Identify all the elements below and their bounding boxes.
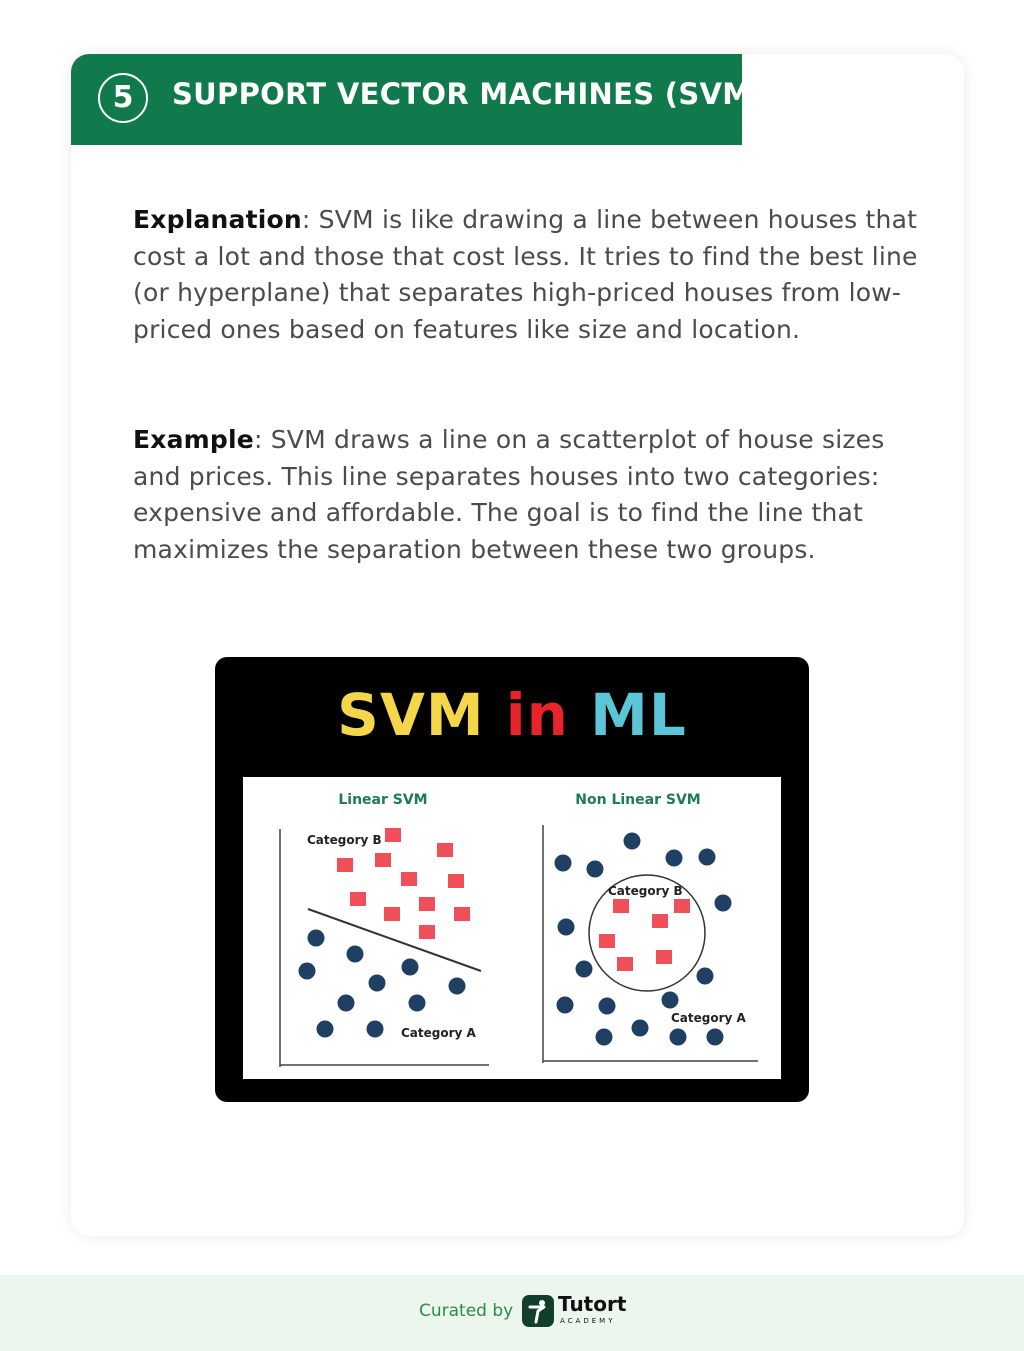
- explanation-text: : SVM is like drawing a line between houses that cost a lot and those that cost less. It tries to find the best line (or hyperplane) that separates high-priced houses from low-priced ones based on features like size and location.: [133, 205, 918, 344]
- example-text: : SVM draws a line on a scatterplot of house sizes and prices. This line separates houses into two categories: expensive and affordable. The goal is to find the line that maximizes the separation between these two groups.: [133, 425, 885, 564]
- nonlinear-circle-13: [596, 1029, 613, 1046]
- linear-circle-7: [338, 995, 355, 1012]
- explanation-label: Explanation: [133, 205, 302, 234]
- nonlinear-circle-7: [558, 919, 575, 936]
- linear-circle-1: [308, 930, 325, 947]
- nonlinear-circle-4: [666, 850, 683, 867]
- linear-square-6: [448, 874, 464, 888]
- linear-square-9: [384, 907, 400, 921]
- linear-square-8: [419, 897, 435, 911]
- nonlinear-circle-1: [624, 833, 641, 850]
- linear-svm-title: Linear SVM: [338, 792, 428, 808]
- section-header: [71, 54, 766, 145]
- nonlinear-circle-2: [555, 855, 572, 872]
- nonlinear-circle-14: [632, 1020, 649, 1037]
- linear-circle-10: [367, 1021, 384, 1038]
- nonlinear-category-b-label: Category B: [608, 884, 683, 898]
- nonlinear-circle-11: [599, 998, 616, 1015]
- tutort-logo-icon: [522, 1295, 554, 1327]
- linear-circle-2: [347, 946, 364, 963]
- linear-circle-6: [449, 978, 466, 995]
- figure-title-part-2: in: [505, 681, 569, 749]
- linear-square-4: [437, 843, 453, 857]
- svm-figure: [215, 657, 809, 1102]
- example-paragraph: [133, 422, 923, 568]
- explanation-paragraph: [133, 202, 923, 348]
- linear-square-2: [337, 858, 353, 872]
- linear-category-a-label: Category A: [401, 1026, 476, 1040]
- nonlinear-square-1: [613, 899, 629, 913]
- linear-circle-9: [317, 1021, 334, 1038]
- footer: [0, 1275, 1024, 1351]
- section-number: 5: [98, 73, 148, 123]
- example-label: Example: [133, 425, 254, 454]
- figure-title: [215, 681, 809, 749]
- linear-square-11: [419, 925, 435, 939]
- figure-title-part-3: ML: [590, 681, 687, 749]
- nonlinear-circle-10: [557, 997, 574, 1014]
- section-title: SUPPORT VECTOR MACHINES (SVM): [172, 77, 766, 111]
- nonlinear-circle-6: [715, 895, 732, 912]
- curated-by-text: Curated by: [419, 1301, 514, 1321]
- nonlinear-square-6: [656, 950, 672, 964]
- figure-title-part-1: SVM: [337, 681, 485, 749]
- brand-subtitle: ACADEMY: [560, 1317, 616, 1325]
- linear-circle-5: [369, 975, 386, 992]
- linear-square-7: [350, 892, 366, 906]
- nonlinear-svm-title: Non Linear SVM: [575, 792, 701, 808]
- linear-category-b-label: Category B: [307, 833, 382, 847]
- nonlinear-circle-3: [587, 861, 604, 878]
- nonlinear-square-5: [617, 957, 633, 971]
- nonlinear-circle-12: [662, 992, 679, 1009]
- nonlinear-circle-15: [670, 1029, 687, 1046]
- linear-square-10: [454, 907, 470, 921]
- brand-name: Tutort: [558, 1292, 627, 1316]
- linear-square-1: [385, 828, 401, 842]
- nonlinear-circle-8: [576, 961, 593, 978]
- nonlinear-square-2: [674, 899, 690, 913]
- linear-circle-3: [299, 963, 316, 980]
- nonlinear-circle-5: [699, 849, 716, 866]
- nonlinear-square-4: [599, 934, 615, 948]
- nonlinear-circle-9: [697, 968, 714, 985]
- linear-square-5: [401, 872, 417, 886]
- nonlinear-category-a-label: Category A: [671, 1011, 746, 1025]
- linear-circle-8: [409, 995, 426, 1012]
- linear-square-3: [375, 853, 391, 867]
- nonlinear-square-3: [652, 914, 668, 928]
- svm-plots: [243, 777, 781, 1079]
- nonlinear-circle-16: [707, 1029, 724, 1046]
- plot-panel: [243, 777, 781, 1079]
- linear-circle-4: [402, 959, 419, 976]
